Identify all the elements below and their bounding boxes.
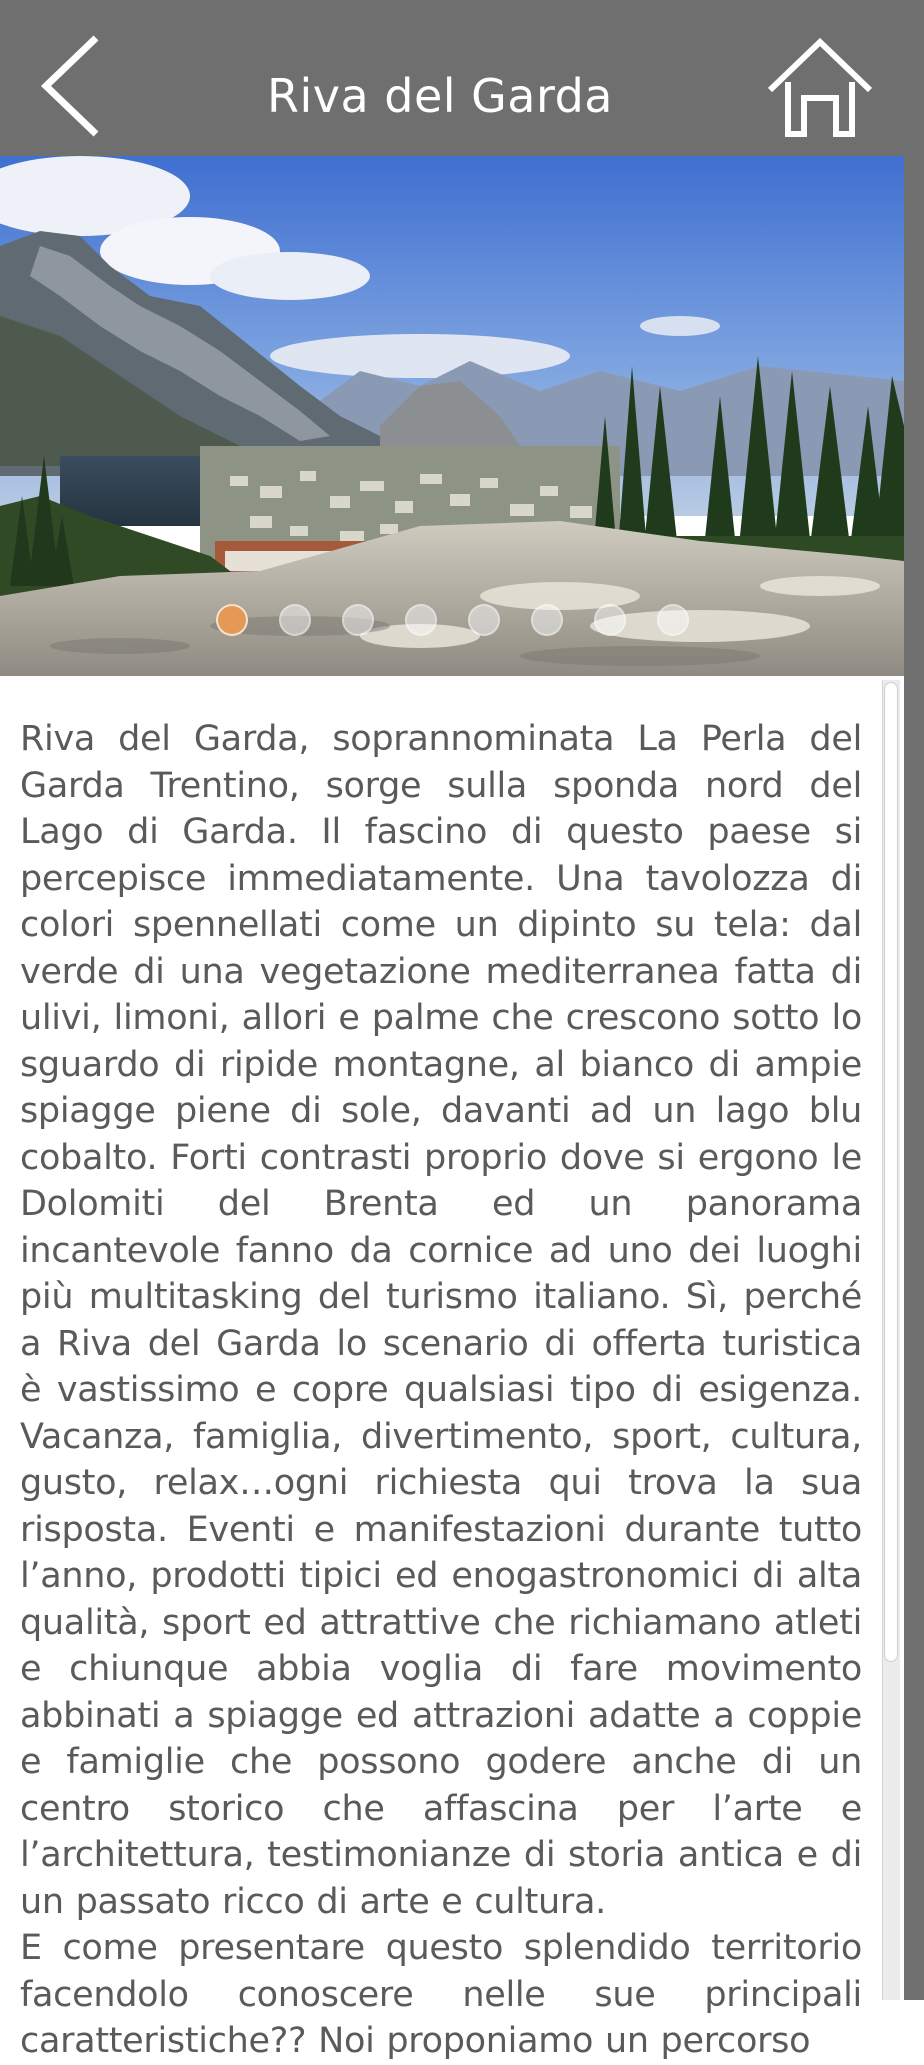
carousel-dot[interactable] <box>342 604 374 636</box>
home-icon <box>764 36 876 138</box>
right-rail <box>904 156 924 2000</box>
carousel-pagination <box>216 604 689 640</box>
back-button[interactable] <box>40 34 112 138</box>
carousel-dot[interactable] <box>657 604 689 636</box>
carousel-dot[interactable] <box>531 604 563 636</box>
page-title: Riva del Garda <box>266 69 613 123</box>
description-scroll-area[interactable] <box>0 676 882 2061</box>
carousel-dot[interactable] <box>594 604 626 636</box>
description-paragraph: E come presentare questo splendido territorio facendolo conoscere nelle sue principali caratteristiche?? Noi proponiamo un percorso <box>20 1928 862 2061</box>
panorama-image <box>0 156 904 676</box>
image-carousel[interactable] <box>0 156 904 676</box>
scrollbar-thumb[interactable] <box>884 682 898 1662</box>
description-text <box>0 676 882 2065</box>
description-paragraph: Riva del Garda, soprannominata La Perla del Garda Trentino, sorge sulla sponda nord del Lago di Garda. Il fascino di questo paese si percepisce immediatamente. Una tavolozza di colori spennellati come un dipinto su tela: dal verde di una vegetazione mediterranea fatta di ulivi, limoni, allori e palme che crescono sotto lo sguardo di ripide montagne, al bianco di ampie spiagge piene di sole, davanti ad un lago blu cobalto. Forti contrasti proprio dove si ergono le Dolomiti del Brenta ed un panorama incantevole fanno da cornice ad uno dei luoghi più multitasking del turismo italiano. Sì, perché a Riva del Garda lo scenario di offerta turistica è vastissimo e copre qualsiasi tipo di esigenza. Vacanza, famiglia, divertimento, sport, cultura, gusto, relax…ogni richiesta qui trova la sua risposta. Eventi e manifestazioni durante tutto l’anno, prodotti tipici ed enogastronomici di alta qualità, sport ed attrattive che richiamano atleti e chiunque abbia voglia di fare movimento abbinati a spiagge ed attrazioni adatte a coppie e famiglie che possono godere anche di un centro storico che affascina per l’arte e l’architettura, testimonianze di storia antica e di un passato ricco di arte e cultura. <box>20 719 862 1922</box>
carousel-dot[interactable] <box>216 604 248 636</box>
chevron-left-icon <box>40 34 112 138</box>
carousel-dot[interactable] <box>405 604 437 636</box>
carousel-dot[interactable] <box>279 604 311 636</box>
home-button[interactable] <box>764 36 876 138</box>
top-bar <box>0 0 924 156</box>
carousel-dot[interactable] <box>468 604 500 636</box>
